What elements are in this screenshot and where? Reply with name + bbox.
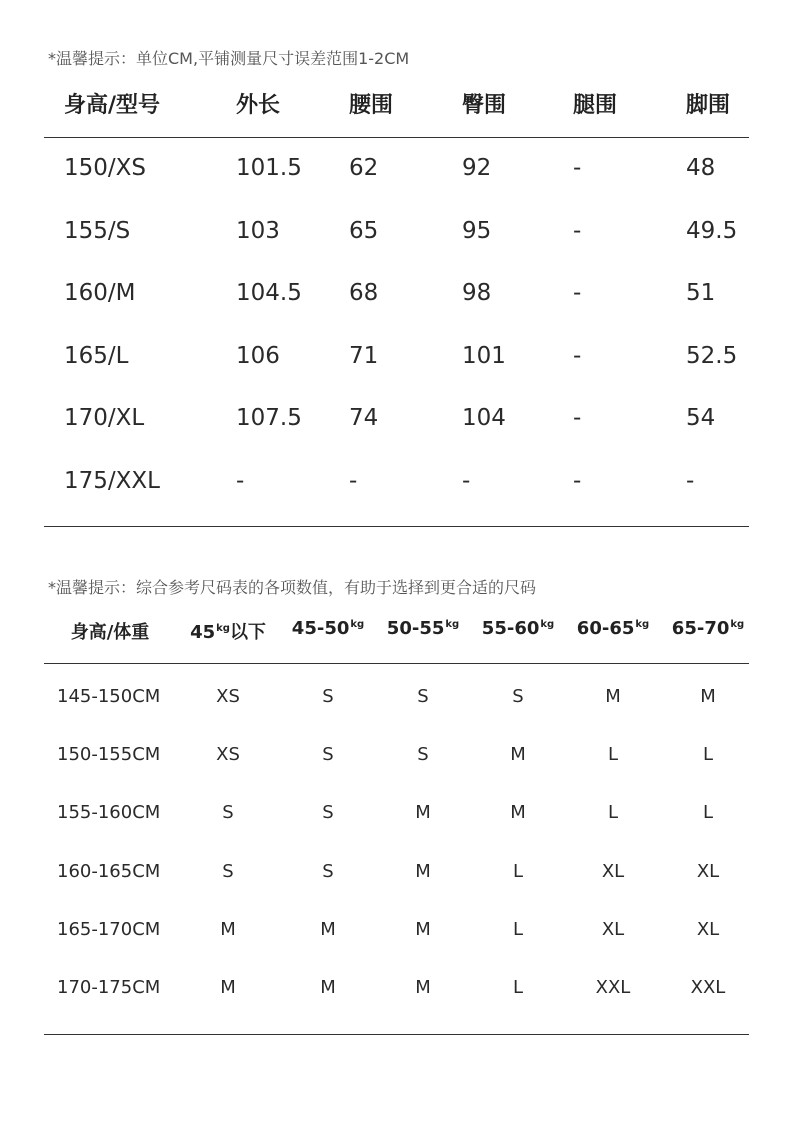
table1-cell-r2-c4: - xyxy=(573,280,582,306)
table2-cell-r0-c1: XS xyxy=(216,686,240,707)
table1-cell-r4-c3: 104 xyxy=(462,405,506,431)
table2-cell-r4-c3: M xyxy=(415,919,431,940)
table1-header-divider xyxy=(44,137,749,138)
table2-cell-r0-c3: S xyxy=(417,686,429,707)
table1-cell-r5-c3: - xyxy=(462,468,471,494)
table2-header-2-unit: kg xyxy=(350,619,365,630)
table2-header-divider xyxy=(44,663,749,664)
table1-cell-r4-c2: 74 xyxy=(349,405,379,431)
table2-cell-r1-c6: L xyxy=(702,744,714,765)
table2-cell-r1-c5: L xyxy=(607,744,619,765)
table2-cell-r4-c0: 165-170CM xyxy=(57,919,161,940)
table1-header-5: 脚围 xyxy=(686,93,731,118)
table2-header-4 xyxy=(470,618,566,639)
table1-cell-r3-c3: 101 xyxy=(462,343,506,369)
table2-header-4-label: 55-60 xyxy=(481,618,540,639)
table1-cell-r2-c2: 68 xyxy=(349,280,379,306)
table2-header-3-label: 50-55 xyxy=(386,618,445,639)
table1-cell-r1-c4: - xyxy=(573,218,582,244)
table2-cell-r3-c3: M xyxy=(415,861,431,882)
size-note-reference: *温馨提示：综合参考尺码表的各项数值，有助于选择到更合适的尺码 xyxy=(48,578,537,597)
table1-cell-r4-c0: 170/XL xyxy=(64,405,145,431)
table2-header-4-unit: kg xyxy=(540,619,555,630)
table1-cell-r5-c4: - xyxy=(573,468,582,494)
table1-cell-r3-c2: 71 xyxy=(349,343,379,369)
table2-cell-r2-c4: M xyxy=(510,802,526,823)
table2-header-1 xyxy=(180,618,276,644)
table1-cell-r5-c5: - xyxy=(686,468,695,494)
table2-cell-r3-c0: 160-165CM xyxy=(57,861,161,882)
table2-cell-r2-c5: L xyxy=(607,802,619,823)
table1-cell-r1-c2: 65 xyxy=(349,218,379,244)
table1-cell-r0-c0: 150/XS xyxy=(64,155,147,181)
table2-cell-r0-c2: S xyxy=(322,686,334,707)
table1-cell-r4-c4: - xyxy=(573,405,582,431)
table1-cell-r0-c2: 62 xyxy=(349,155,379,181)
table1-cell-r2-c5: 51 xyxy=(686,280,716,306)
table2-cell-r2-c1: S xyxy=(222,802,234,823)
table2-header-1-label: 45 xyxy=(190,622,216,643)
table2-cell-r5-c3: M xyxy=(415,977,431,998)
table2-header-1-unit: kg xyxy=(216,623,230,634)
table2-cell-r0-c4: S xyxy=(512,686,524,707)
table1-cell-r2-c0: 160/M xyxy=(64,280,136,306)
table1-cell-r5-c0: 175/XXL xyxy=(64,468,160,494)
table1-cell-r1-c1: 103 xyxy=(236,218,280,244)
table2-cell-r4-c5: XL xyxy=(601,919,625,940)
table2-cell-r0-c6: M xyxy=(700,686,716,707)
table2-header-6-label: 65-70 xyxy=(671,618,730,639)
table2-header-0-label: 身高/体重 xyxy=(70,622,150,643)
table1-cell-r0-c3: 92 xyxy=(462,155,492,181)
table2-cell-r2-c6: L xyxy=(702,802,714,823)
table2-cell-r1-c4: M xyxy=(510,744,526,765)
table2-bottom-divider xyxy=(44,1034,749,1035)
table2-cell-r5-c6: XXL xyxy=(690,977,726,998)
table1-cell-r1-c0: 155/S xyxy=(64,218,131,244)
table2-header-1-suffix: 以下 xyxy=(229,622,266,643)
table2-header-5-unit: kg xyxy=(635,619,650,630)
table2-cell-r3-c4: L xyxy=(512,861,524,882)
table1-cell-r5-c2: - xyxy=(349,468,358,494)
table2-header-6 xyxy=(660,618,756,639)
table1-cell-r2-c1: 104.5 xyxy=(236,280,302,306)
table2-cell-r3-c6: XL xyxy=(696,861,720,882)
table1-cell-r5-c1: - xyxy=(236,468,245,494)
table1-cell-r0-c1: 101.5 xyxy=(236,155,302,181)
table1-cell-r2-c3: 98 xyxy=(462,280,492,306)
table1-cell-r4-c1: 107.5 xyxy=(236,405,302,431)
table1-header-0: 身高/型号 xyxy=(64,93,161,118)
table1-cell-r4-c5: 54 xyxy=(686,405,716,431)
table2-cell-r2-c3: M xyxy=(415,802,431,823)
table2-header-3-unit: kg xyxy=(445,619,460,630)
table2-header-6-unit: kg xyxy=(730,619,745,630)
table1-cell-r1-c5: 49.5 xyxy=(686,218,738,244)
table2-header-5-label: 60-65 xyxy=(576,618,635,639)
table1-header-3: 臀围 xyxy=(462,93,507,118)
table2-cell-r5-c4: L xyxy=(512,977,524,998)
table2-cell-r0-c5: M xyxy=(605,686,621,707)
table2-cell-r5-c5: XXL xyxy=(595,977,631,998)
table2-cell-r3-c1: S xyxy=(222,861,234,882)
table2-cell-r5-c0: 170-175CM xyxy=(57,977,161,998)
table2-cell-r1-c2: S xyxy=(322,744,334,765)
table2-header-3 xyxy=(375,618,471,639)
table2-cell-r4-c2: M xyxy=(320,919,336,940)
size-note-measurement: *温馨提示：单位CM,平铺测量尺寸误差范围1-2CM xyxy=(48,49,410,68)
table1-cell-r3-c4: - xyxy=(573,343,582,369)
table2-cell-r5-c1: M xyxy=(220,977,236,998)
table1-cell-r3-c0: 165/L xyxy=(64,343,129,369)
table1-cell-r0-c4: - xyxy=(573,155,582,181)
table1-cell-r3-c5: 52.5 xyxy=(686,343,738,369)
table2-cell-r3-c2: S xyxy=(322,861,334,882)
table2-cell-r5-c2: M xyxy=(320,977,336,998)
table1-cell-r1-c3: 95 xyxy=(462,218,492,244)
table2-cell-r2-c0: 155-160CM xyxy=(57,802,161,823)
table2-cell-r1-c3: S xyxy=(417,744,429,765)
table2-header-2 xyxy=(280,618,376,639)
table2-header-2-label: 45-50 xyxy=(291,618,350,639)
table2-cell-r2-c2: S xyxy=(322,802,334,823)
table2-cell-r0-c0: 145-150CM xyxy=(57,686,161,707)
table2-cell-r4-c6: XL xyxy=(696,919,720,940)
table2-cell-r1-c0: 150-155CM xyxy=(57,744,161,765)
table2-cell-r4-c1: M xyxy=(220,919,236,940)
table1-header-4: 腿围 xyxy=(573,93,618,118)
table2-header-0 xyxy=(55,618,165,644)
table2-cell-r3-c5: XL xyxy=(601,861,625,882)
table1-header-2: 腰围 xyxy=(349,93,394,118)
table1-cell-r0-c5: 48 xyxy=(686,155,716,181)
table1-bottom-divider xyxy=(44,526,749,527)
table1-cell-r3-c1: 106 xyxy=(236,343,280,369)
table2-cell-r1-c1: XS xyxy=(216,744,240,765)
table2-cell-r4-c4: L xyxy=(512,919,524,940)
table2-header-5 xyxy=(565,618,661,639)
table1-header-1: 外长 xyxy=(236,93,281,118)
